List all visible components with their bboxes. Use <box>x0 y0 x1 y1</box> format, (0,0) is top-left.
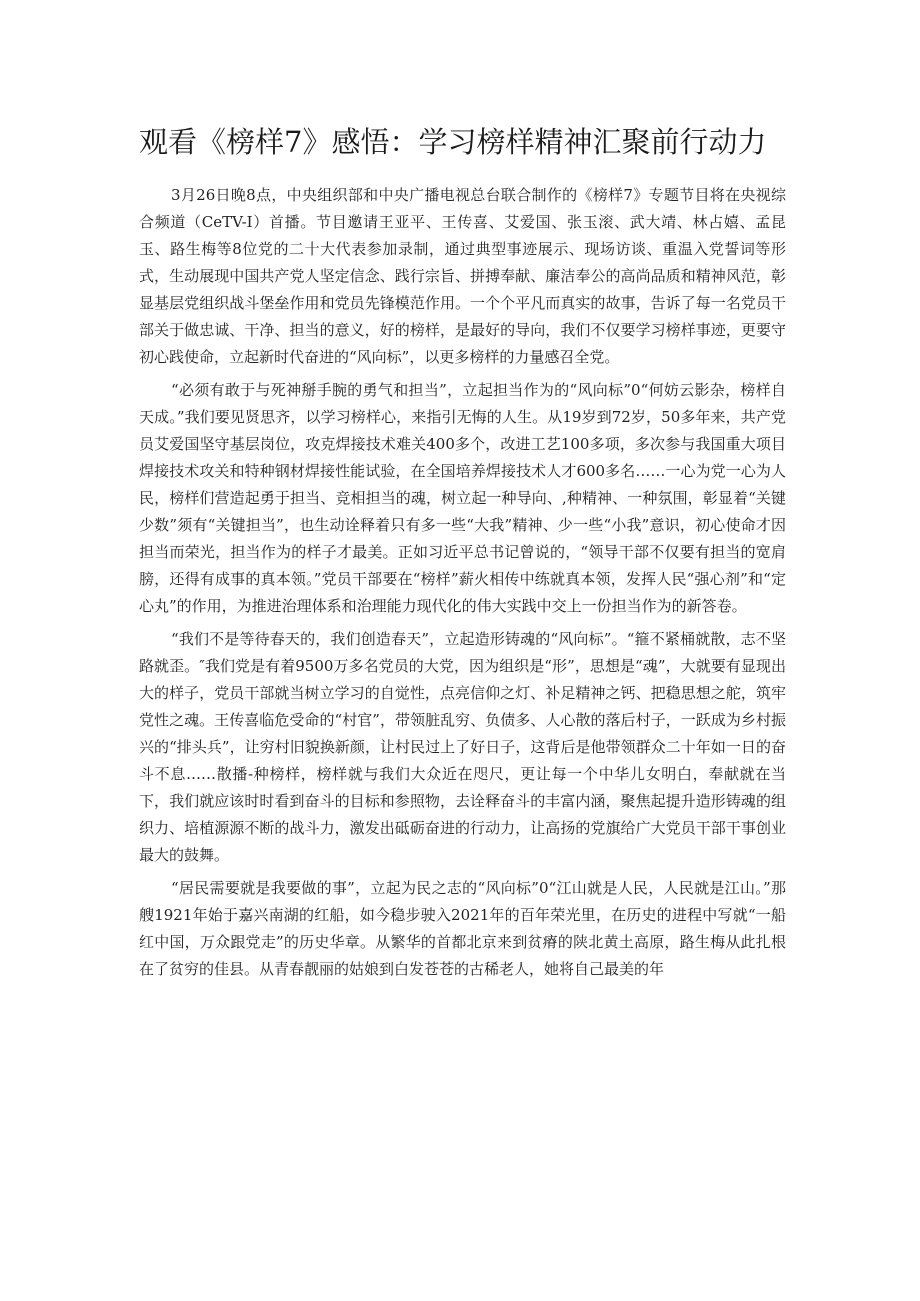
paragraph-intro: 3月26日晚8点，中央组织部和中央广播电视总台联合制作的《榜样7》专题节目将在央视综合频道（CeTV-I）首播。节目邀请王亚平、王传喜、艾爱国、张玉滚、武大靖、林占嬉、孟昆玉、路生梅等8位党的二十大代表参加录制，通过典型事迹展示、现场访谈、重温入党誓词等形式，生动展现中国共产党人坚定信念、践行宗旨、拼搏奉献、廉洁奉公的高尚品质和精神风范，彰显基层党组织战斗堡垒作用和党员先锋模范作用。一个个平凡而真实的故事，告诉了每一名党员干部关于做忠诚、干净、担当的意义，好的榜样，是最好的导向，我们不仅要学习榜样事迹，更要守初心践使命，立起新时代奋进的“风向标”，以更多榜样的力量感召全党。 <box>139 186 786 366</box>
paragraph-serving-people: “居民需要就是我要做的事”，立起为民之志的“风向标”0“江山就是人民，人民就是江山。”那艘1921年始于嘉兴南湖的红船，如今稳步驶入2021年的百年荣光里，在历史的进程中写就“一船红中国，万众跟党走”的历史华章。从繁华的首都北京来到贫瘠的陕北黄土高原，路生梅从此扎根在了贫穷的佳县。从青春靓丽的姑娘到白发苍苍的古稀老人，她将自己最美的年 <box>139 879 786 978</box>
document-body <box>139 182 786 989</box>
paragraph-responsibility: “必须有敢于与死神掰手腕的勇气和担当”，立起担当作为的“风向标”0“何妨云影杂，榜样自天成。”我们要见贤思齐，以学习榜样心，来指引无悔的人生。从19岁到72岁，50多年来，共产党员艾爱国坚守基层岗位，攻克焊接技术难关400多个，改进工艺100多项，多次参与我国重大项目焊接技术攻关和特种钢材焊接性能试验，在全国培养焊接技术人才600多名……一心为党一心为人民，榜样们营造起勇于担当、竞相担当的魂，树立起一种导向、,种精神、一种氛围，彰显着“关键少数”须有“关键担当”，也生动诠释着只有多一些“大我”精神、少一些“小我”意识，初心使命才因担当而荣光，担当作为的样子才最美。正如习近平总书记曾说的，“领导干部不仅要有担当的宽肩膀，还得有成事的真本领。”党员干部要在“榜样”薪火相传中练就真本领，发挥人民“强心剂”和“定心丸”的作用，为推进治理体系和治理能力现代化的伟大实践中交上一份担当作为的新答卷。 <box>139 381 786 615</box>
paragraph-soul-building: “我们不是等待春天的，我们创造春天”，立起造形铸魂的“风向标”。“箍不紧桶就散，志不坚路就歪。″我们党是有着9500万多名党员的大党，因为组织是“形”，思想是“魂”，大就要有显现出大的样子，党员干部就当树立学习的自觉性，点亮信仰之灯、补足精神之钙、把稳思想之舵，筑牢党性之魂。王传喜临危受命的“村官”，带领脏乱穷、负债多、人心散的落后村子，一跃成为乡村振兴的“排头兵”，让穷村旧貌换新颜，让村民过上了好日子，这背后是他带领群众二十年如一日的奋斗不息……散播-种榜样，榜样就与我们大众近在咫尺，更让每一个中华儿女明白，奉献就在当下，我们就应该时时看到奋斗的目标和参照物，去诠释奋斗的丰富内涵，聚焦起提升造形铸魂的组织力、培植源源不断的战斗力，激发出砥砺奋进的行动力，让高扬的党旗给广大党员干部干事创业最大的鼓舞。 <box>139 630 786 864</box>
document-title: 观看《榜样7》感悟：学习榜样精神汇聚前行动力 <box>139 125 767 159</box>
